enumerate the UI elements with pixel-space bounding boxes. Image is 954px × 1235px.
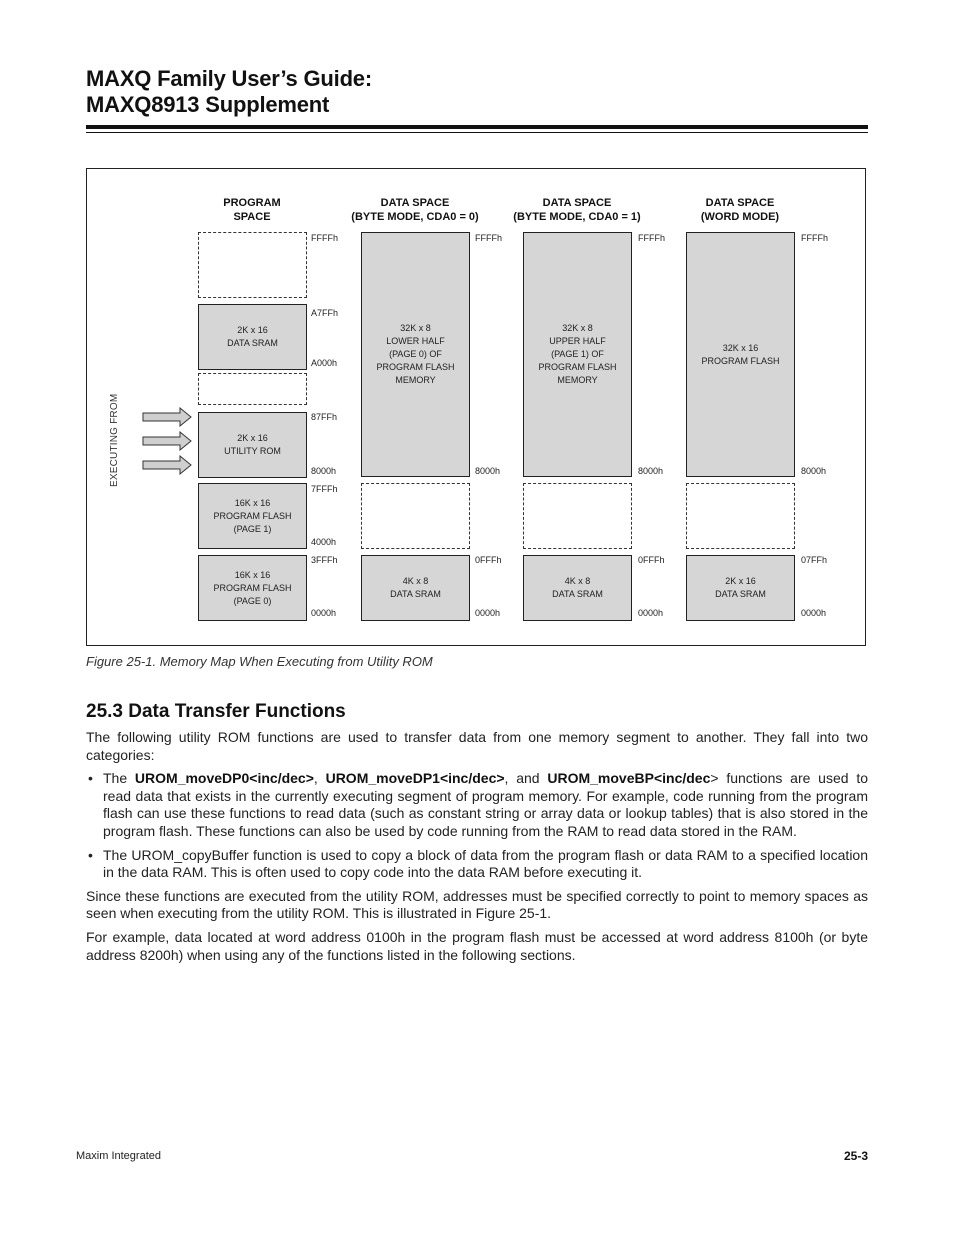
function-name: UROM_moveDP0<inc/dec> (134, 770, 314, 787)
byte-mode-0-data-sram: 4K x 8 DATA SRAM (361, 555, 470, 621)
footer-company: Maxim Integrated (76, 1150, 161, 1162)
header-rule-thick (86, 125, 868, 129)
title-line-2: MAXQ8913 Supplement (86, 92, 330, 117)
column-head-byte-mode-cda0-1: DATA SPACE (BYTE MODE, CDA0 = 1) (513, 197, 641, 223)
address-label: 0FFFh (475, 555, 502, 565)
word-mode-program-flash: 32K x 16 PROGRAM FLASH (686, 232, 795, 477)
program-space-utility-rom: 2K x 16 UTILITY ROM (198, 412, 307, 478)
page-number: 25-3 (843, 1149, 868, 1163)
program-space-data-sram: 2K x 16 DATA SRAM (198, 304, 307, 370)
address-label: 0000h (638, 608, 664, 618)
column-head-program-space: PROGRAM SPACE (223, 197, 281, 223)
address-label: 3FFFh (311, 555, 338, 565)
address-label: 0000h (475, 608, 501, 618)
address-label: 87FFh (311, 412, 338, 422)
byte-mode-1-program-flash-upper-half: 32K x 8 UPPER HALF (PAGE 1) OF PROGRAM FLASH MEMORY (523, 232, 632, 477)
program-space-flash-page-1: 16K x 16 PROGRAM FLASH (PAGE 1) (198, 483, 307, 549)
section-title: 25.3 Data Transfer Functions (86, 701, 346, 722)
address-label: 0000h (801, 608, 827, 618)
program-space-unused-top (198, 232, 307, 298)
byte-mode-1-unused (523, 483, 632, 549)
address-label: FFFFh (801, 233, 828, 243)
function-category-list (86, 770, 868, 882)
header-rule-thin (86, 132, 868, 133)
address-label: 7FFFh (311, 484, 338, 494)
list-item: • The UROM_copyBuffer function is used to copy a block of data from the program flash or data RAM to a specified location in the data RAM. This is often used to copy code into the data RAM before executing it. (86, 847, 868, 882)
address-label: A000h (311, 358, 338, 368)
word-mode-unused (686, 483, 795, 549)
intro-paragraph: The following utility ROM functions are used to transfer data from one memory segment to another. They fall into two categories: (86, 729, 868, 763)
address-label: FFFFh (475, 233, 502, 243)
address-label: FFFFh (638, 233, 665, 243)
executing-from-label: EXECUTING FROM (109, 393, 120, 487)
function-name: UROM_moveBP<inc/dec (547, 770, 711, 787)
address-label: 07FFh (801, 555, 828, 565)
figure-caption: Figure 25-1. Memory Map When Executing from Utility ROM (86, 654, 433, 669)
address-label: FFFFh (311, 233, 338, 243)
right-arrow-icon (142, 455, 192, 475)
program-space-unused-middle (198, 373, 307, 405)
body-paragraph: For example, data located at word address 0100h in the program flash must be accessed at word address 8100h (or byte address 8200h) when using any of the functions listed in the following sections. (86, 928, 868, 963)
address-label: 4000h (311, 537, 337, 547)
section-body (86, 729, 868, 970)
function-name: UROM_moveDP1<inc/dec> (325, 770, 505, 787)
address-label: 0FFFh (638, 555, 665, 565)
address-label: 0000h (311, 608, 337, 618)
address-label: A7FFh (311, 308, 339, 318)
address-label: 8000h (311, 466, 337, 476)
program-space-flash-page-0: 16K x 16 PROGRAM FLASH (PAGE 0) (198, 555, 307, 621)
address-label: 8000h (638, 466, 664, 476)
byte-mode-0-unused (361, 483, 470, 549)
memory-map-figure (86, 168, 866, 646)
column-head-word-mode: DATA SPACE (WORD MODE) (700, 197, 780, 223)
address-label: 8000h (475, 466, 501, 476)
body-paragraph: Since these functions are executed from the utility ROM, addresses must be specified correctly to point to memory spaces as seen when executing from the utility ROM. This is illustrated in Figure 25-1. (86, 887, 868, 922)
right-arrow-icon (142, 431, 192, 451)
list-item: • The UROM_moveDP0<inc/dec>, UROM_moveDP1<inc/dec>, and UROM_moveBP<inc/dec> functions are used to read data that exists in the currently executing segment of program memory. For example, code running from the program flash can use these functions to read data (such as constant string or array data or lookup tables) that is also stored in the program flash. These functions can also be used by code running from the RAM to read data stored in the RAM. (86, 770, 868, 840)
right-arrow-icon (142, 407, 192, 427)
byte-mode-1-data-sram: 4K x 8 DATA SRAM (523, 555, 632, 621)
title-line-1: MAXQ Family User’s Guide: (86, 66, 372, 91)
byte-mode-0-program-flash-lower-half: 32K x 8 LOWER HALF (PAGE 0) OF PROGRAM FLASH MEMORY (361, 232, 470, 477)
column-head-byte-mode-cda0-0: DATA SPACE (BYTE MODE, CDA0 = 0) (351, 197, 479, 223)
word-mode-data-sram: 2K x 16 DATA SRAM (686, 555, 795, 621)
address-label: 8000h (801, 466, 827, 476)
document-title (86, 66, 372, 118)
